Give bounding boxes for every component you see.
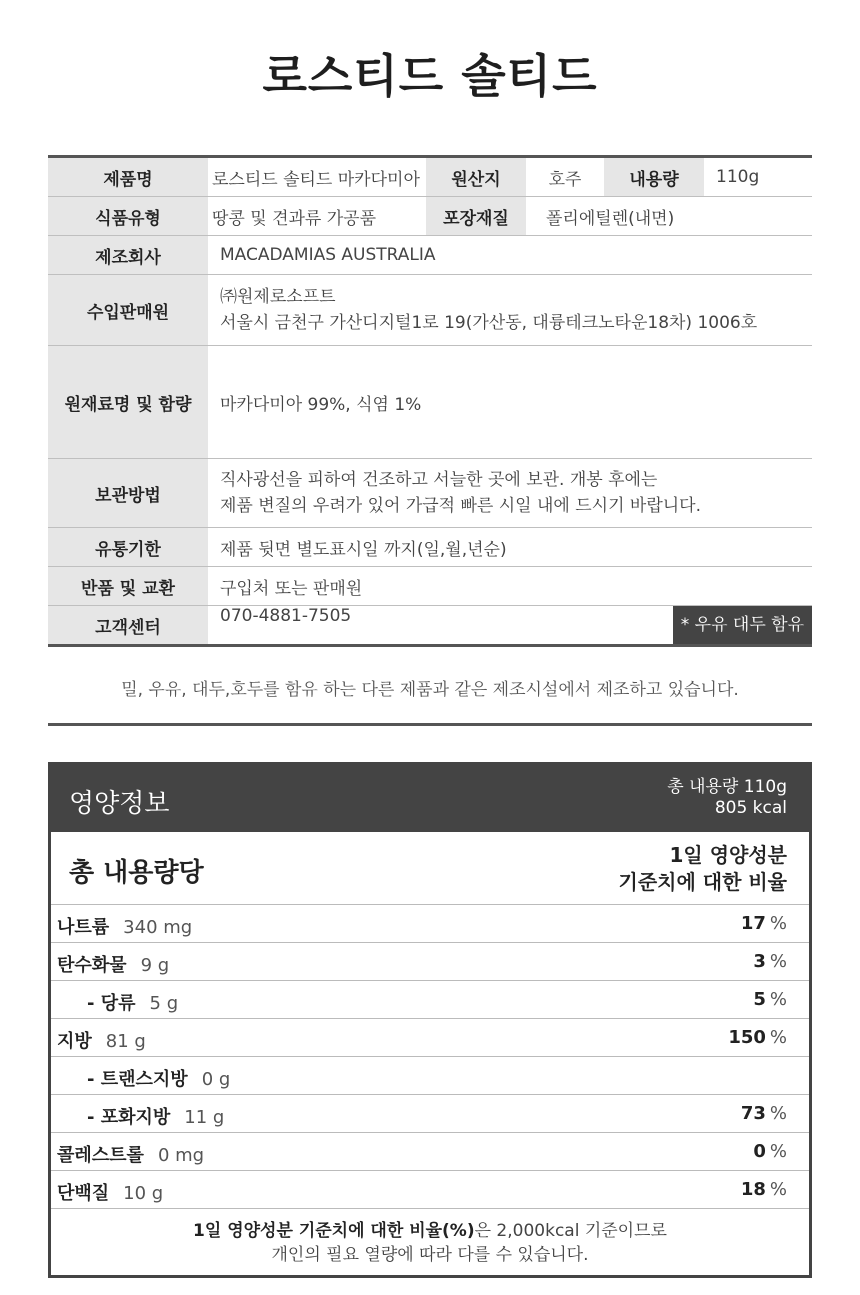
table-row (48, 567, 812, 606)
nutrient-row (51, 1171, 809, 1209)
total-volume: 총 내용량 110g (667, 777, 787, 797)
product-info-table (48, 155, 812, 647)
table-row (48, 346, 812, 459)
footnote-bold: 1일 영양성분 기준치에 대한 비율(%) (193, 1221, 475, 1241)
product-name-label: 제품명 (48, 157, 208, 197)
origin-value: 호주 (526, 157, 604, 197)
storage-line: 직사광선을 피하여 건조하고 서늘한 곳에 보관. 개봉 후에는 (220, 470, 658, 490)
storage-line: 제품 변질의 우려가 있어 가급적 빠른 시일 내에 드시기 바랍니다. (220, 496, 702, 516)
nutrient-row (51, 1095, 809, 1133)
nutrient-amount: 0 g (201, 1069, 231, 1090)
nutrient-percent: 73 % (740, 1103, 787, 1124)
customer-center-value (208, 606, 812, 646)
nutrition-panel (48, 762, 812, 1278)
daily-value-label (619, 842, 788, 896)
divider (48, 723, 812, 726)
table-row (48, 459, 812, 528)
table-row (48, 528, 812, 567)
nutrient-percent: 5 % (753, 989, 787, 1010)
nutrient-row (51, 943, 809, 981)
return-value: 구입처 또는 판매원 (208, 567, 812, 606)
allergen-badge: * 우유 대두 함유 (673, 606, 812, 644)
table-row (48, 157, 812, 197)
phone-number: 070-4881-7505 (220, 606, 352, 626)
daily-value-line: 1일 영양성분 (669, 843, 787, 867)
importer-label: 수입판매원 (48, 275, 208, 346)
ingredients-value: 마카다미아 99%, 식염 1% (208, 346, 812, 459)
daily-value-line: 기준치에 대한 비율 (618, 870, 787, 894)
storage-value (208, 459, 812, 528)
customer-center-label: 고객센터 (48, 606, 208, 646)
nutrient-name: - 포화지방 11 g (87, 1107, 225, 1128)
nutrition-title: 영양정보 (69, 789, 170, 819)
ingredients-label: 원재료명 및 함량 (48, 346, 208, 459)
nutrient-name: 콜레스트롤 0 mg (57, 1145, 205, 1166)
packaging-value: 폴리에틸렌(내면) (526, 197, 812, 236)
nutrient-row (51, 1057, 809, 1095)
allergy-note: 밀, 우유, 대두,호두를 함유 하는 다른 제품과 같은 제조시설에서 제조하고 있습니다. (121, 680, 739, 700)
return-label: 반품 및 교환 (48, 567, 208, 606)
importer-value (208, 275, 812, 346)
nutrient-amount: 5 g (149, 993, 179, 1014)
nutrition-subheader (51, 832, 809, 905)
nutrient-row (51, 981, 809, 1019)
table-row (48, 606, 812, 646)
product-name-value: 로스티드 솔티드 마카다미아 (208, 157, 426, 197)
nutrient-name: 나트륨 340 mg (57, 917, 193, 938)
nutrition-footnote (51, 1209, 809, 1267)
nutrient-name: 단백질 10 g (57, 1183, 164, 1204)
nutrient-name: 탄수화물 9 g (57, 955, 170, 976)
nutrient-name: - 당류 5 g (87, 993, 179, 1014)
nutrient-amount: 340 mg (123, 917, 193, 938)
nutrient-amount: 81 g (105, 1031, 146, 1052)
nutrient-percent (783, 1065, 787, 1086)
packaging-label: 포장재질 (426, 197, 526, 236)
expiry-label: 유통기한 (48, 528, 208, 567)
footnote-line: 개인의 필요 열량에 따라 다를 수 있습니다. (271, 1245, 589, 1265)
nutrient-row (51, 905, 809, 943)
total-kcal: 805 kcal (714, 798, 787, 818)
storage-label: 보관방법 (48, 459, 208, 528)
nutrient-amount: 0 mg (157, 1145, 205, 1166)
importer-address: 서울시 금천구 가산디지털1로 19(가산동, 대륭테크노타운18차) 1006호 (220, 313, 758, 333)
food-type-value: 땅콩 및 견과류 가공품 (208, 197, 426, 236)
nutrient-amount: 11 g (184, 1107, 225, 1128)
expiry-value: 제품 뒷면 별도표시일 까지(일,월,년순) (208, 528, 812, 567)
nutrient-percent: 150 % (728, 1027, 787, 1048)
volume-label: 내용량 (604, 157, 704, 197)
nutrient-name: - 트랜스지방 0 g (87, 1069, 231, 1090)
importer-company: ㈜원제로소프트 (220, 287, 336, 307)
nutrient-row (51, 1133, 809, 1171)
nutrient-amount: 9 g (140, 955, 170, 976)
manufacturer-value: MACADAMIAS AUSTRALIA (208, 236, 812, 275)
origin-label: 원산지 (426, 157, 526, 197)
nutrient-row (51, 1019, 809, 1057)
food-type-label: 식품유형 (48, 197, 208, 236)
table-row (48, 236, 812, 275)
nutrient-percent: 18 % (740, 1179, 787, 1200)
nutrition-header (51, 765, 809, 832)
table-row (48, 197, 812, 236)
per-label: 총 내용량당 (69, 858, 204, 888)
nutrient-percent: 3 % (753, 951, 787, 972)
nutrient-name: 지방 81 g (57, 1031, 146, 1052)
nutrient-percent: 17 % (740, 913, 787, 934)
table-row (48, 275, 812, 346)
manufacturer-label: 제조회사 (48, 236, 208, 275)
footnote-text: 은 2,000kcal 기준이므로 (474, 1221, 667, 1241)
nutrition-total (667, 777, 787, 819)
page-title: 로스티드 솔티드 (262, 49, 598, 103)
nutrient-percent: 0 % (753, 1141, 787, 1162)
volume-value: 110g (704, 157, 812, 197)
nutrient-amount: 10 g (123, 1183, 164, 1204)
